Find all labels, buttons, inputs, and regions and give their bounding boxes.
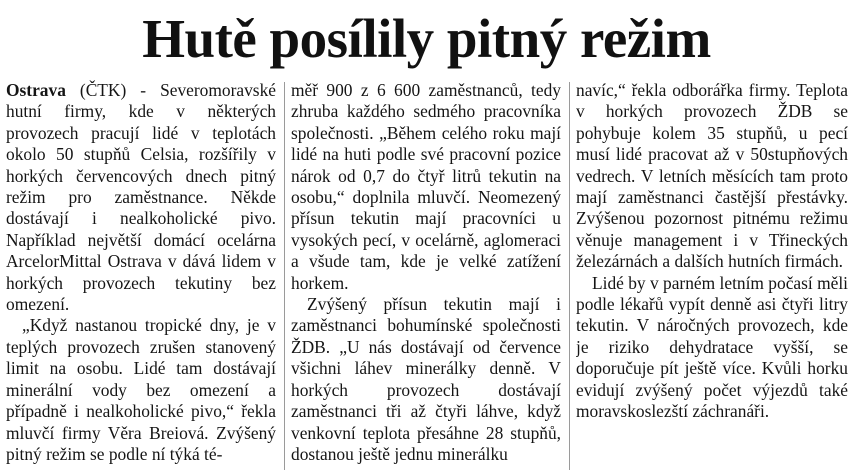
paragraph-continued: měř 900 z 6 600 zaměstnanců, tedy zhruba každého sedmého pracovníka společnosti. „Během celého roku mají lidé na huti podle své pracovní pozice nárok od 0,7 do čtyř litrů tekutin na osobu,“ doplnila mluvčí. Neomezený přísun tekutin mají pracovníci u vysokých pecí, v ocelárně, aglomeraci a všude tam, kde je velké zatížení horkem.	[291, 80, 561, 293]
article-column-1	[6, 80, 276, 470]
paragraph: Lidé by v parném letním počasí měli podle lékařů vypít denně asi čtyři litry tekutin. V náročných provozech, kde je riziko dehydratace vyšší, se doporučuje pít ještě více. Kvůli horku evidují zvýšený počet výjezdů také moravskoslezští záchranáři.	[576, 272, 848, 422]
lead-paragraph	[6, 80, 276, 315]
paragraph: Zvýšený přísun tekutin mají i zaměstnanci bohumínské společnosti ŽDB. „U nás dostávají od července všichni láhev minerálky denně. V horkých provozech dostávají zaměstnanci tři až čtyři láhve, když venkovní teplota přesáhne 28 stupňů, dostanou ještě jednu minerálku	[291, 294, 561, 464]
column-divider	[284, 82, 285, 470]
article-headline: Hutě posílily pitný režim	[142, 8, 711, 69]
article-column-2	[291, 80, 561, 470]
paragraph-continued: navíc,“ řekla odborářka firmy. Teplota v horkých provozech ŽDB se pohybuje kolem 35 stupňů, u pecí musí lidé pracovat až v 50stupňových vedrech. V letních měsících tam proto mají zaměstnanci častější přestávky. Zvýšenou pozornost pitnému režimu věnuje management i v Třineckých železárnách a dalších hutních firmách.	[576, 80, 848, 272]
dateline: Ostrava	[6, 80, 66, 100]
lead-paragraph-text: (ČTK) - Severomoravské hutní firmy, kde v některých provozech pracují lidé v teplotách okolo 50 stupňů Celsia, rozšířily v horkých červencových dnech pitný režim pro zaměstnance. Někde dostávají i nealkoholické pivo. Například největší domácí ocelárna ArcelorMittal Ostrava v dává lidem v horkých provozech tekutiny bez omezení.	[6, 80, 276, 315]
column-divider	[569, 82, 570, 470]
article-column-3	[576, 80, 848, 470]
paragraph: „Když nastanou tropické dny, je v teplých provozech zrušen stanovený limit na osobu. Lidé tam dostávají minerální vody bez omezení a případně i nealkoholické pivo,“ řekla mluvčí firmy Věra Breiová. Zvýšený pitný režim se podle ní týká té-	[6, 315, 276, 464]
